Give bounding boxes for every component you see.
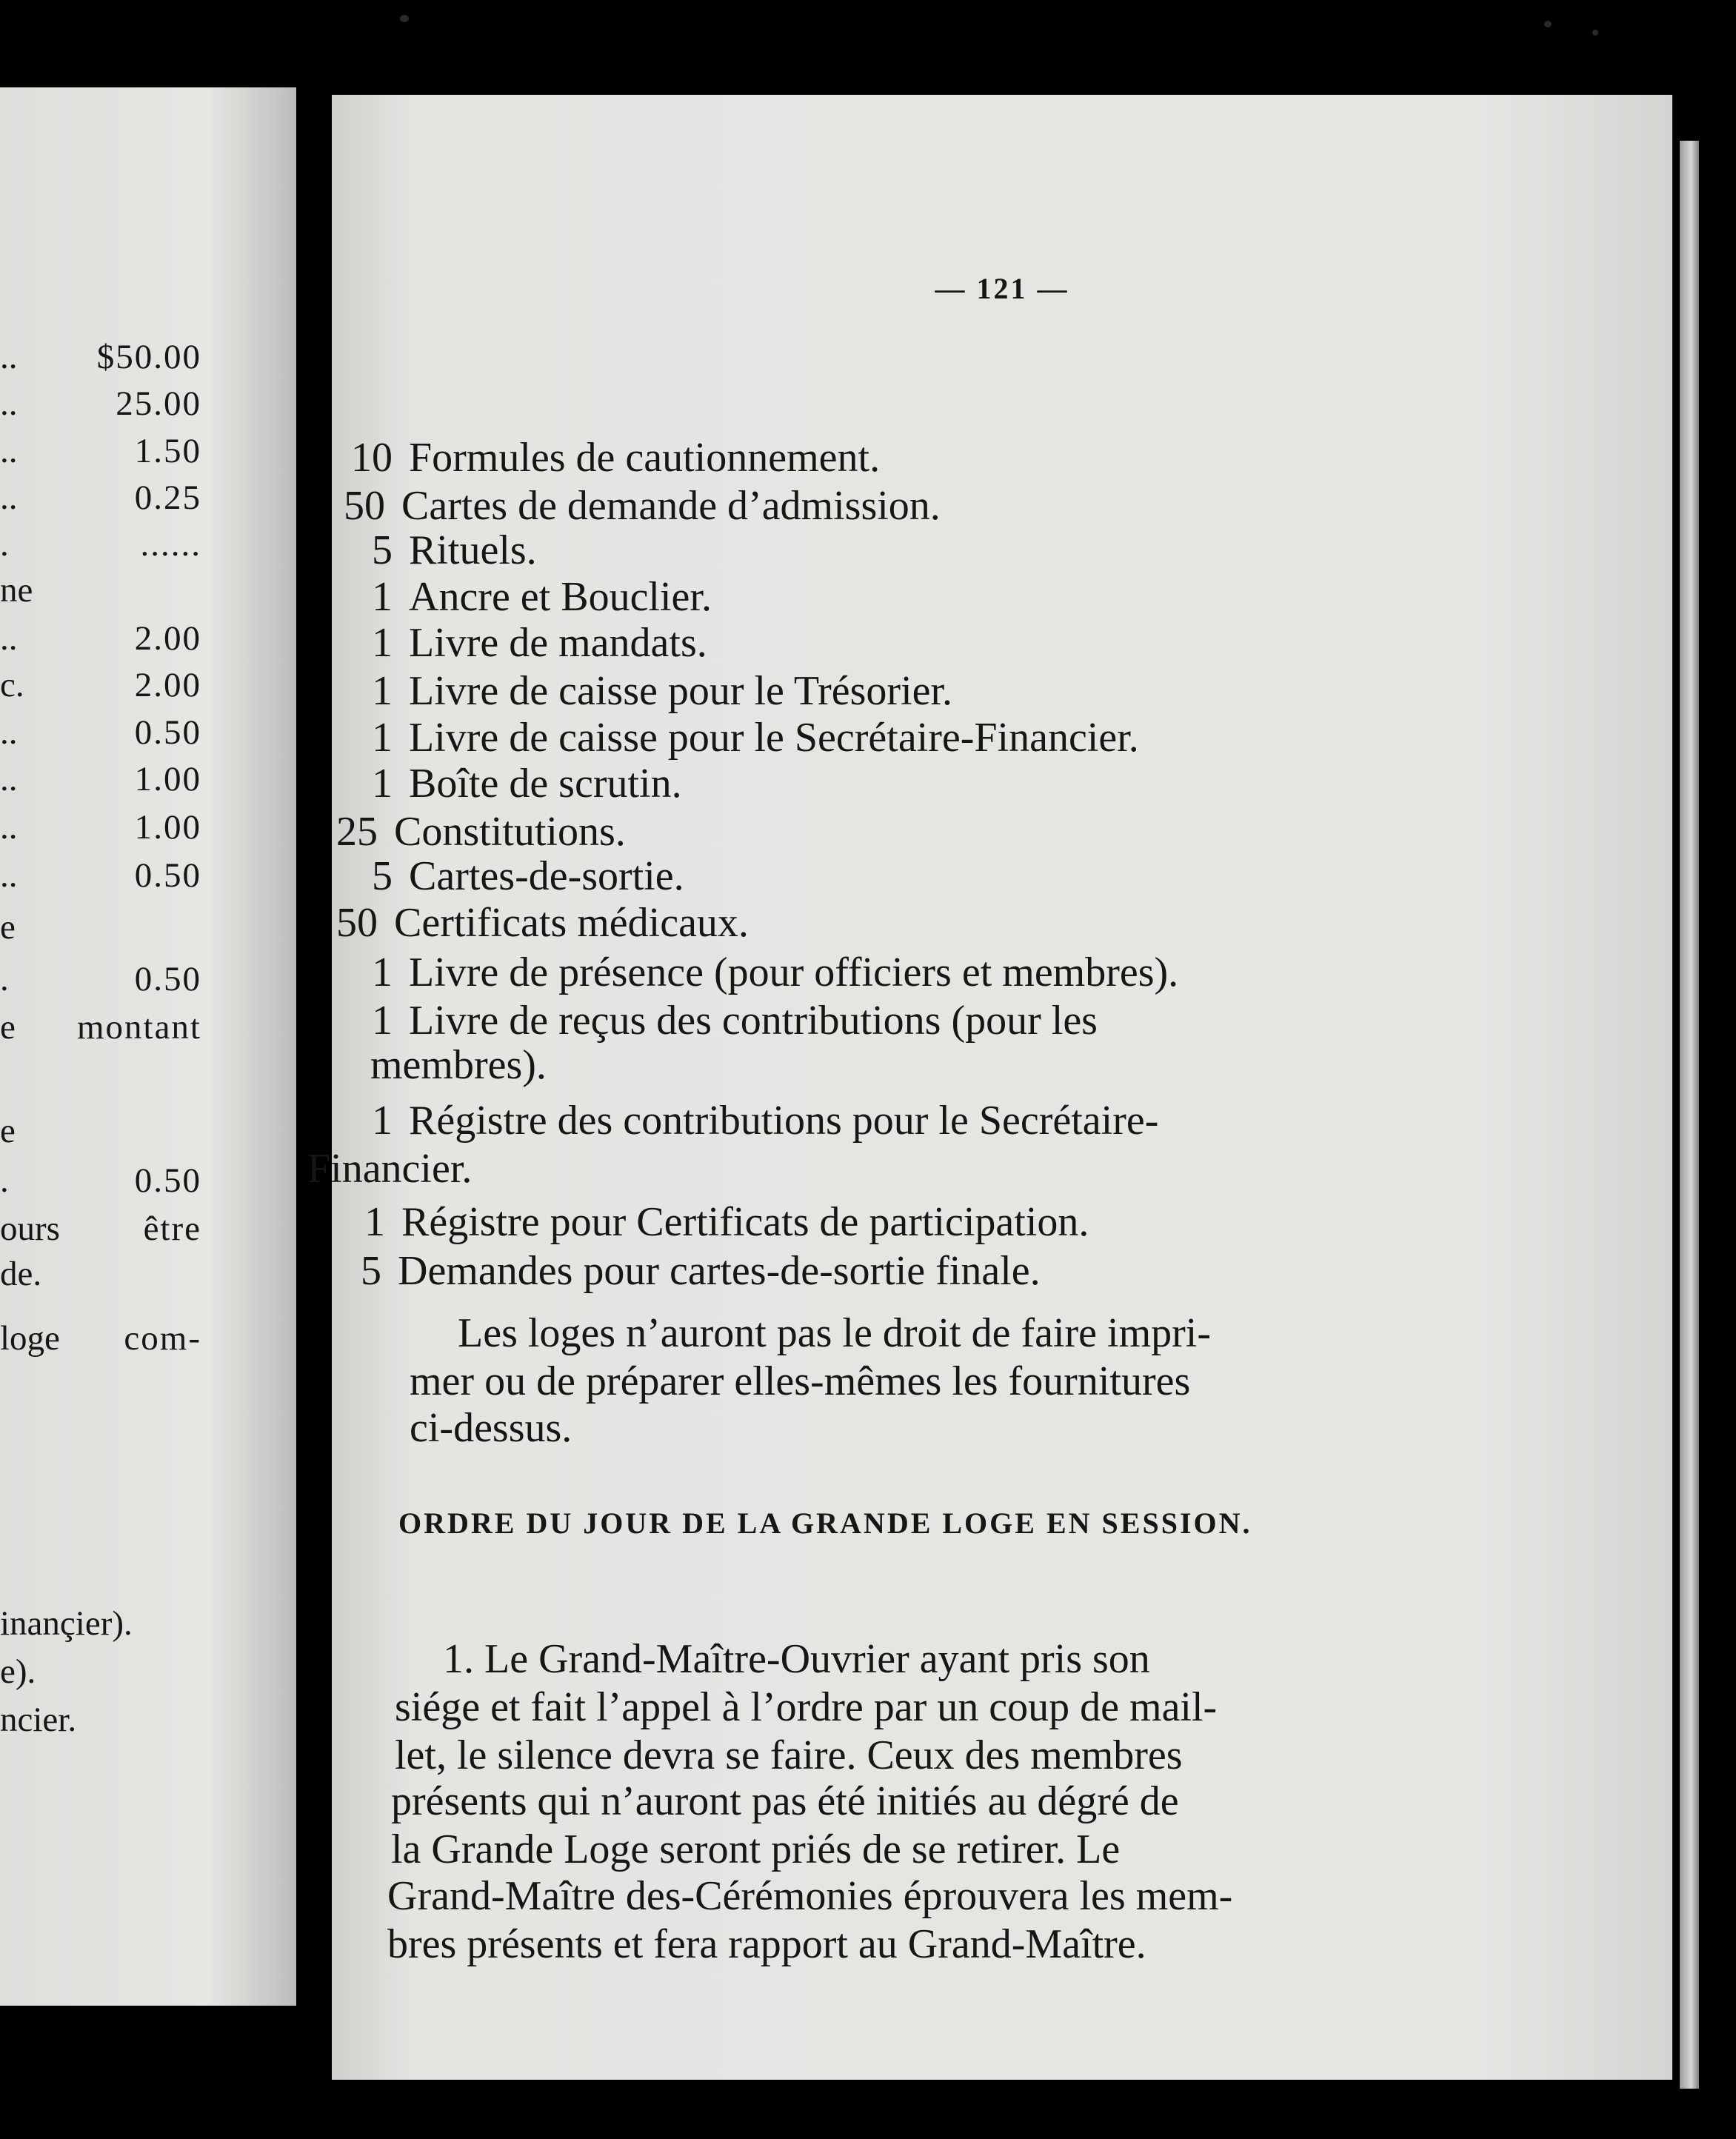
left-page-row [0, 431, 215, 475]
left-page-row [0, 665, 215, 710]
paragraph-line: présents qui n’auront pas été initiés au dégré de [391, 1778, 1179, 1824]
supply-quantity: 1 [364, 1199, 385, 1245]
speck [1544, 21, 1552, 27]
left-row-label: loge [0, 1319, 60, 1358]
supply-text: Livre de mandats. [409, 620, 707, 666]
supply-text: Formules de cautionnement. [409, 435, 881, 481]
book-edge [1680, 141, 1699, 2089]
supply-quantity: 1 [372, 761, 393, 807]
section-heading: ORDRE DU JOUR DE LA GRANDE LOGE EN SESSION. [398, 1506, 1252, 1540]
left-page-row [0, 1209, 215, 1253]
left-row-value: montant [76, 1008, 201, 1047]
supply-quantity: 1 [372, 668, 393, 714]
note-line: Les loges n’auront pas le droit de faire impri- [458, 1310, 1211, 1356]
left-row-label: .. [0, 338, 18, 376]
left-page-row [0, 384, 215, 428]
left-row-label: .. [0, 856, 18, 895]
left-row-label: inançier). [0, 1604, 133, 1643]
left-page-row [0, 1059, 215, 1104]
left-page-row [0, 907, 215, 952]
supply-quantity: 50 [336, 900, 378, 946]
left-row-label: . [0, 1161, 9, 1200]
left-row-value: 0.50 [134, 856, 201, 895]
left-row-label: c. [0, 666, 24, 704]
left-row-value: 1.00 [134, 760, 201, 798]
left-row-value: 2.00 [134, 666, 201, 704]
left-row-value: 0.25 [134, 478, 201, 517]
paragraph-line: 1. Le Grand-Maître-Ouvrier ayant pris son [443, 1636, 1150, 1682]
left-row-value: 2.00 [134, 619, 201, 658]
paragraph-line: la Grande Loge seront priés de se retirer. Le [391, 1826, 1121, 1872]
supply-quantity: 1 [372, 998, 393, 1044]
left-row-value: 0.50 [134, 960, 201, 998]
left-row-label: e [0, 1008, 16, 1047]
left-page-row [0, 1111, 215, 1155]
supply-quantity: 1 [372, 1098, 393, 1144]
supply-quantity: 5 [361, 1248, 381, 1294]
left-row-label: ours [0, 1209, 60, 1248]
left-page [0, 87, 296, 2006]
supply-text: Régistre pour Certificats de participation. [401, 1199, 1089, 1245]
left-row-label: .. [0, 432, 18, 470]
supply-quantity: 50 [344, 483, 385, 529]
speck [400, 15, 409, 22]
left-row-label: .. [0, 478, 18, 517]
supply-text: Financier. [307, 1146, 473, 1192]
left-row-value: être [143, 1209, 201, 1248]
supply-text: membres). [370, 1042, 547, 1088]
left-page-row [0, 1254, 215, 1298]
supply-text: Livre de présence (pour officiers et membres). [409, 950, 1179, 995]
speck [1592, 30, 1598, 36]
left-row-value: com- [124, 1319, 201, 1358]
left-page-row [0, 618, 215, 663]
left-page-row [0, 478, 215, 522]
supply-quantity: 25 [336, 809, 378, 855]
supply-text: Ancre et Bouclier. [409, 574, 712, 620]
supply-text: Livre de caisse pour le Secrétaire-Financier. [409, 715, 1139, 761]
supply-quantity: 1 [372, 620, 393, 666]
supply-text: Constitutions. [394, 809, 626, 855]
left-page-row [0, 1604, 215, 1648]
supply-quantity: 5 [372, 527, 393, 573]
left-row-label: de. [0, 1255, 42, 1293]
left-row-label: . [0, 960, 9, 998]
supply-text: Régistre des contributions pour le Secrétaire- [409, 1098, 1159, 1144]
left-row-value: 25.00 [116, 384, 201, 423]
supply-quantity: 10 [351, 435, 393, 481]
paragraph-line: Grand-Maître des-Cérémonies éprouvera les mem- [387, 1873, 1233, 1919]
left-page-row [0, 570, 215, 615]
right-page [307, 95, 1672, 2080]
supply-text: Rituels. [409, 527, 537, 573]
paragraph-line: let, le silence devra se faire. Ceux des membres [395, 1732, 1183, 1778]
left-page-row [0, 1007, 215, 1052]
supply-text: Livre de caisse pour le Trésorier. [409, 668, 953, 714]
paragraph-line: bres présents et fera rapport au Grand-Maître. [387, 1921, 1146, 1967]
left-row-label: . [0, 525, 9, 564]
supply-quantity: 5 [372, 853, 393, 899]
left-row-label: ne [0, 571, 33, 610]
left-page-row [0, 1161, 215, 1205]
left-row-label: .. [0, 808, 18, 847]
left-row-label: .. [0, 384, 18, 423]
left-row-value: ...... [140, 525, 201, 564]
left-row-value: 1.50 [134, 432, 201, 470]
supply-text: Cartes-de-sortie. [409, 853, 684, 899]
left-page-row [0, 524, 215, 569]
supply-text: Livre de reçus des contributions (pour les [409, 998, 1098, 1044]
supply-text: Demandes pour cartes-de-sortie finale. [398, 1248, 1041, 1294]
left-page-row [0, 1700, 215, 1744]
left-page-row [0, 855, 215, 900]
supply-text: Boîte de scrutin. [409, 761, 682, 807]
note-line: ci-dessus. [410, 1405, 572, 1451]
left-page-row [0, 807, 215, 852]
left-row-label: .. [0, 760, 18, 798]
left-page-row [0, 713, 215, 757]
left-row-value: $50.00 [96, 338, 201, 376]
left-page-row [0, 1652, 215, 1696]
supply-text: Cartes de demande d’admission. [401, 483, 941, 529]
left-row-label: e). [0, 1652, 36, 1691]
supply-quantity: 1 [372, 574, 393, 620]
supply-quantity: 1 [372, 715, 393, 761]
page-number: — 121 — [935, 272, 1069, 305]
supply-text: Certificats médicaux. [394, 900, 749, 946]
left-row-value: 0.50 [134, 1161, 201, 1200]
left-page-row [0, 959, 215, 1004]
left-row-label: .. [0, 713, 18, 752]
left-page-row [0, 337, 215, 381]
left-row-value: 1.00 [134, 808, 201, 847]
left-row-label: e [0, 908, 16, 947]
left-row-label: ncier. [0, 1701, 77, 1739]
left-row-label: .. [0, 619, 18, 658]
left-row-label: e [0, 1112, 16, 1150]
left-page-row [0, 1318, 215, 1363]
paragraph-line: siége et fait l’appel à l’ordre par un coup de mail- [395, 1684, 1218, 1730]
left-row-value: 0.50 [134, 713, 201, 752]
supply-quantity: 1 [372, 950, 393, 995]
note-line: mer ou de préparer elles-mêmes les fournitures [410, 1358, 1191, 1404]
left-page-row [0, 759, 215, 804]
